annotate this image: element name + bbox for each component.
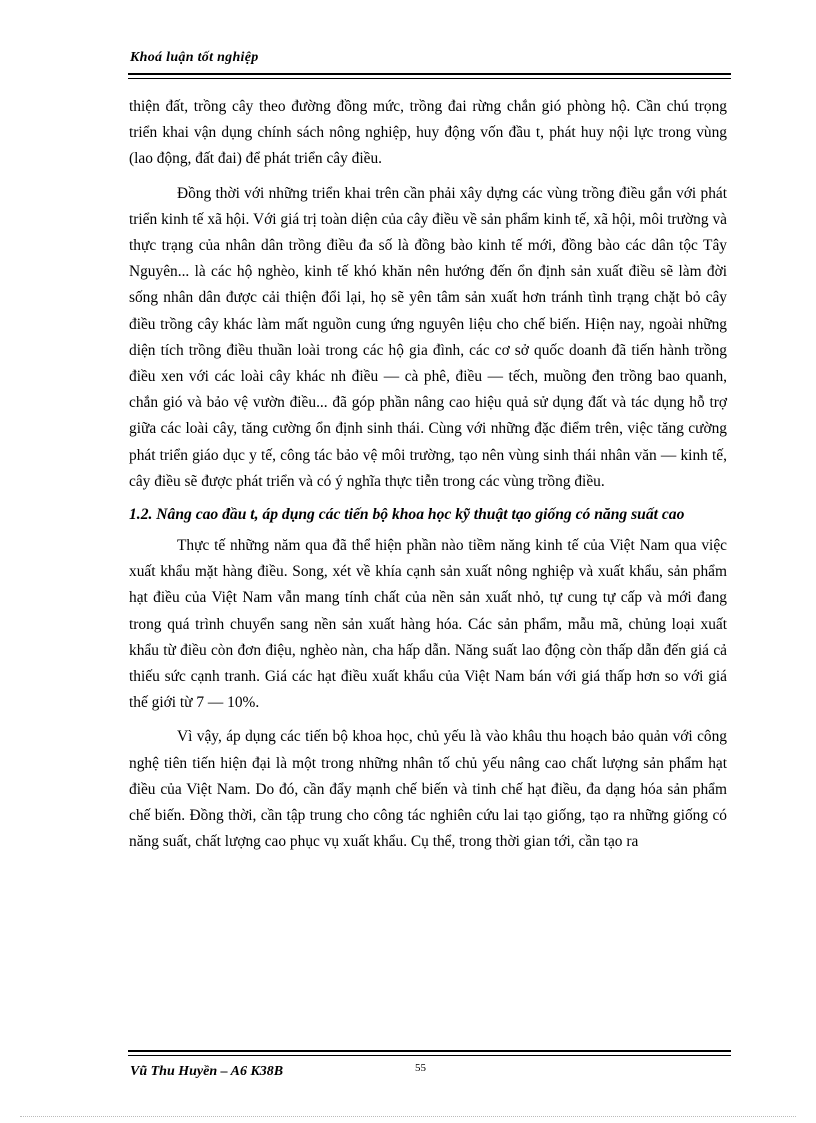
- page-edge-divider: [20, 1116, 796, 1117]
- paragraph-1: thiện đất, trồng cây theo đường đồng mức, trồng đai rừng chắn gió phòng hộ. Cần chú trọng triển khai vận dụng chính sách nông nghiệp, huy động vốn đầu t, phát huy nội lực trong vùng (lao động, đất đai) để phát triển cây điều.: [129, 98, 727, 168]
- paragraph-3: Thực tế những năm qua đã thể hiện phần nào tiềm năng kinh tế của Việt Nam qua việc xuất khẩu mặt hàng điều. Song, xét về khía cạnh sản xuất nông nghiệp và xuất khẩu, sản phẩm hạt điều của Việt Nam vẫn mang tính chất của nền sản xuất nhỏ, tự cung tự cấp và mới đang trong quá trình chuyển sang nền sản xuất hàng hóa. Các sản phẩm, mẫu mã, chủng loại xuất khẩu từ điều còn đơn điệu, nghèo nàn, cha hấp dẫn. Năng suất lao động còn thấp dẫn đến giá cả thiếu sức cạnh tranh. Giá các hạt điều xuất khẩu của Việt Nam bán với giá thấp hơn so với giá thế giới từ 7 — 10%.: [129, 537, 727, 712]
- paragraph-4: Vì vậy, áp dụng các tiến bộ khoa học, chủ yếu là vào khâu thu hoạch bảo quản với công nghệ tiên tiến hiện đại là một trong những nhân tố chủ yếu nâng cao chất lượng sản phẩm hạt điều của Việt Nam. Do đó, cần đẩy mạnh chế biến và tinh chế hạt điều, đa dạng hóa sản phẩm chế biến. Đồng thời, cần tập trung cho công tác nghiên cứu lai tạo giống, tạo ra những giống có năng suất, chất lượng cao phục vụ xuất khẩu. Cụ thể, trong thời gian tới, cần tạo ra: [129, 728, 727, 851]
- footer-author: Vũ Thu Huyền – A6 K38B: [130, 1064, 284, 1079]
- section-heading: 1.2. Nâng cao đầu t, áp dụng các tiến bộ khoa học kỹ thuật tạo giống có năng suất cao: [129, 506, 685, 524]
- body-text: [129, 94, 727, 863]
- header-rule-thick: [128, 73, 731, 75]
- header-title: Khoá luận tốt nghiệp: [130, 50, 259, 65]
- paragraph-2: Đồng thời với những triển khai trên cần phải xây dựng các vùng trồng điều gắn với phát triển kinh tế xã hội. Với giá trị toàn diện của cây điều về sản phẩm kinh tế, xã hội, môi trường và thực trạng của nhân dân trồng điều đa số là đồng bào kinh tế mới, đồng bào các dân tộc Tây Nguyên... là các hộ nghèo, kinh tế khó khăn nên hướng đến ổn định sản xuất điều sẽ làm đời sống nhân dân được cải thiện đổi lại, họ sẽ yên tâm sản xuất hơn tránh tình trạng chặt bỏ cây điều trồng cây khác làm mất nguồn cung ứng nguyên liệu cho chế biến. Hiện nay, ngoài những diện tích trồng điều thuần loài trong các hộ gia đình, các cơ sở quốc doanh đã tiến hành trồng điều xen với các loài cây khác nh điều — cà phê, điều — tếch, muồng đen trồng bao quanh, chắn gió và bảo vệ vườn điều... đã góp phần nâng cao hiệu quả sử dụng đất và tác dụng hỗ trợ giữa các loài cây, tăng cường ổn định sinh thái. Cùng với những đặc điểm trên, việc tăng cường phát triển giáo dục y tế, công tác bảo vệ môi trường, tạo nên vùng sinh thái nhân văn — kinh tế, cây điều sẽ được phát triển và có ý nghĩa thực tiễn trong các vùng trồng điều.: [129, 184, 727, 490]
- footer-rule-thick: [128, 1050, 731, 1052]
- header-rule-thin: [128, 78, 731, 79]
- footer-rule-thin: [128, 1055, 731, 1056]
- page-number: 55: [415, 1062, 426, 1074]
